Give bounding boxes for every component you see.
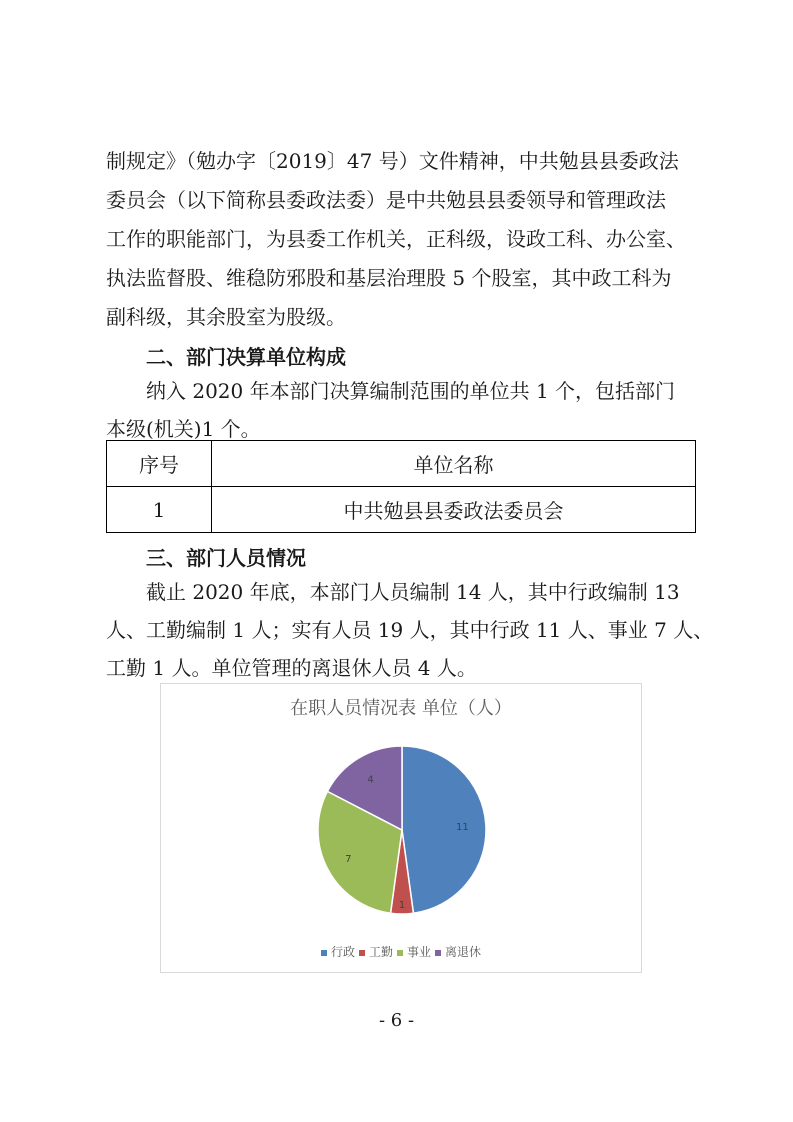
legend-item [397,943,431,960]
pie-chart [160,683,642,973]
text-line: 人、工勤编制 1 人；实有人员 19 人，其中行政 11 人、事业 7 人、 [106,618,714,642]
pie-data-label: 1 [398,899,406,911]
legend-swatch [359,950,365,956]
page-number: - 6 - [378,1010,415,1031]
text-line: 副科级，其余股室为股级。 [106,305,346,329]
legend-label: 事业 [407,945,432,959]
legend-item [321,943,355,960]
section-heading: 三、部门人员情况 [146,546,306,570]
pie-data-label: 7 [345,853,352,865]
chart-legend [161,943,641,960]
section-heading: 二、部门决算单位构成 [146,345,346,369]
text-line: 制规定》（勉办字〔2019〕47 号）文件精神，中共勉县县委政法 [106,149,679,173]
pie-plot-area [161,684,641,972]
legend-swatch [397,950,403,956]
text-line: 委员会（以下简称县委政法委）是中共勉县县委领导和管理政法 [106,188,666,212]
legend-item [435,943,481,960]
legend-label: 行政 [330,945,355,959]
legend-label: 离退休 [445,945,482,959]
text-line: 工勤 1 人。单位管理的离退休人员 4 人。 [106,656,477,680]
text-line: 纳入 2020 年本部门决算编制范围的单位共 1 个，包括部门 [146,379,676,403]
table-header-cell: 单位名称 [212,441,696,487]
legend-label: 工勤 [368,945,393,959]
text-line: 工作的职能部门，为县委工作机关，正科级，设政工科、办公室、 [106,227,686,251]
table-header-cell: 序号 [107,441,212,487]
text-line: 截止 2020 年底，本部门人员编制 14 人，其中行政编制 13 [146,580,680,604]
pie-slice-行政 [402,746,486,913]
table-cell: 1 [107,487,212,533]
legend-swatch [321,950,327,956]
text-line: 执法监督股、维稳防邪股和基层治理股 5 个股室，其中政工科为 [106,266,672,290]
table-row [107,487,696,533]
pie-data-label: 4 [367,774,374,786]
table-header-row [107,441,696,487]
legend-swatch [435,950,441,956]
table-cell: 中共勉县县委政法委员会 [212,487,696,533]
chart-title: 在职人员情况表 单位（人） [290,698,512,719]
legend-item [359,943,393,960]
text-line: 本级(机关)1 个。 [106,417,261,441]
pie-data-label: 11 [455,821,469,833]
unit-table [106,440,696,533]
